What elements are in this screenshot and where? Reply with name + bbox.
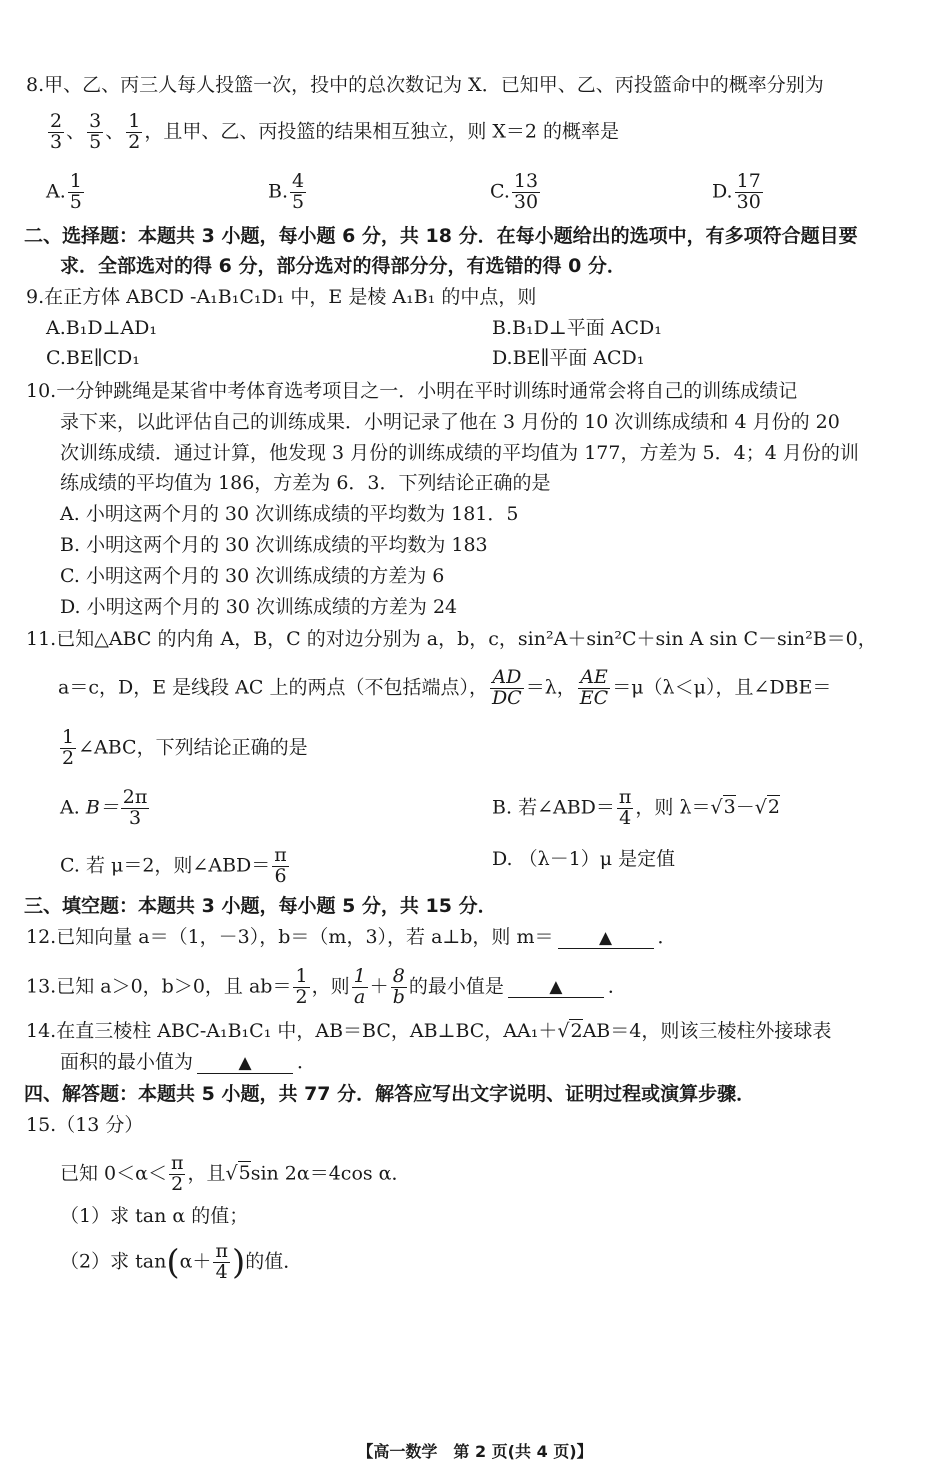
q10-line2: 录下来，以此评估自己的训练成果．小明记录了他在 3 月份的 10 次训练成绩和 4 月份的 20 xyxy=(60,411,840,433)
q13: 13.已知 a＞0，b＞0，且 ab＝ $\frac{1}{2}$ ，则 $\frac{1}{a}$ ＋ $\frac{8}{b}$ 的最小值是 ▲ ． xyxy=(26,965,627,1008)
q11-frac-ae: $\frac{AE}{EC}$ xyxy=(579,666,609,709)
q13-answer-blank[interactable]: ▲ xyxy=(508,976,604,998)
q14-line2: 面积的最小值为 ▲ ． xyxy=(60,1051,317,1073)
q14-line1: 14.在直三棱柱 ABC-A₁B₁C₁ 中，AB＝BC，AB⊥BC，AA₁＋√2AB＝4，则该三棱柱外接球表 xyxy=(26,1020,832,1042)
q14-answer-blank[interactable]: ▲ xyxy=(197,1052,293,1074)
q8-option-a: A. $\frac{1}{5}$ xyxy=(46,170,82,213)
q11-option-c: C. 若 μ＝2，则∠ABD＝ $\frac{\pi}{6}$ xyxy=(60,844,287,887)
section4-heading: 四、解答题：本题共 5 小题，共 77 分．解答应写出文字说明、证明过程或演算步骤． xyxy=(24,1083,756,1105)
q11-half: $\frac{1}{2}$ xyxy=(62,726,75,769)
q8-prob-1: $\frac{2}{3}$ xyxy=(50,110,63,153)
q9-option-b: B.B₁D⊥平面 ACD₁ xyxy=(492,317,662,339)
q10-line1: 10.一分钟跳绳是某省中考体育选考项目之一．小明在平时训练时通常会将自己的训练成绩记 xyxy=(26,380,798,402)
q11-line1: 11.已知△ABC 的内角 A，B，C 的对边分别为 a，b，c，sin²A＋sin²C＋sin A sin C－sin²B＝0， xyxy=(26,628,877,650)
q9-option-c: C.BE∥CD₁ xyxy=(46,347,140,369)
q12-answer-blank[interactable]: ▲ xyxy=(558,927,654,949)
q11-option-d: D. （λ－1）μ 是定值 xyxy=(492,848,676,870)
q10-option-d: D. 小明这两个月的 30 次训练成绩的方差为 24 xyxy=(60,596,458,618)
q8-option-c: C. $\frac{13}{30}$ xyxy=(490,170,539,213)
q10-option-b: B. 小明这两个月的 30 次训练成绩的平均数为 183 xyxy=(60,534,488,556)
q15-header: 15.（13 分） xyxy=(26,1114,144,1136)
section2-heading-2: 求．全部选对的得 6 分，部分选对的得部分分，有选错的得 0 分． xyxy=(60,255,626,277)
q15-condition: 已知 0＜α＜ $\frac{\pi}{2}$ ，且√5sin 2α＝4cos α． xyxy=(60,1152,411,1195)
q11-frac-ad: $\frac{AD}{DC}$ xyxy=(491,666,522,709)
q10-option-c: C. 小明这两个月的 30 次训练成绩的方差为 6 xyxy=(60,565,445,587)
q10-option-a: A. 小明这两个月的 30 次训练成绩的平均数为 181．5 xyxy=(60,503,519,525)
q8-line2: $\frac{2}{3}$ 、 $\frac{3}{5}$ 、 $\frac{1}{2}$ ，且甲、乙、丙投篮的结果相互独立，则 X＝2 的概率是 xyxy=(50,110,620,153)
q9-stem: 9.在正方体 ABCD -A₁B₁C₁D₁ 中，E 是棱 A₁B₁ 的中点，则 xyxy=(26,286,537,308)
q8-prob-3: $\frac{1}{2}$ xyxy=(128,110,141,153)
section3-heading: 三、填空题：本题共 3 小题，每小题 5 分，共 15 分． xyxy=(24,895,497,917)
q9-option-d: D.BE∥平面 ACD₁ xyxy=(492,347,645,369)
q10-line4: 练成绩的平均值为 186，方差为 6．3．下列结论正确的是 xyxy=(60,472,551,494)
q8-stem-line1: 甲、乙、丙三人每人投篮一次，投中的总次数记为 X．已知甲、乙、丙投篮命中的概率分别为 xyxy=(44,74,824,96)
q15-part1: （1）求 tan α 的值； xyxy=(60,1205,249,1227)
q8-line1 xyxy=(26,72,824,98)
section2-heading-1: 二、选择题：本题共 3 小题，每小题 6 分，共 18 分．在每小题给出的选项中，有多项符合题目要 xyxy=(24,225,858,247)
page-footer: 【高一数学 第 2 页(共 4 页)】 xyxy=(357,1442,593,1461)
q11-option-a: A. B＝ $\frac{2\pi}{3}$ xyxy=(60,786,148,829)
q8-option-b: B. $\frac{4}{5}$ xyxy=(268,170,305,213)
q10-line3: 次训练成绩．通过计算，他发现 3 月份的训练成绩的平均值为 177，方差为 5．4；4 月份的训 xyxy=(60,442,859,464)
q8-prob-2: $\frac{3}{5}$ xyxy=(89,110,102,153)
q15-part2: （2）求 tan(α＋ $\frac{\pi}{4}$ )的值． xyxy=(60,1240,303,1283)
q8-option-d: D. $\frac{17}{30}$ xyxy=(712,170,761,213)
q8-stem-tail: ，且甲、乙、丙投篮的结果相互独立，则 X＝2 的概率是 xyxy=(144,120,620,143)
q11-option-b: B. 若∠ABD＝ $\frac{\pi}{4}$ ，则 λ＝√3－√2 xyxy=(492,786,780,829)
q11-line3: $\frac{1}{2}$ ∠ABC，下列结论正确的是 xyxy=(62,726,308,769)
q12: 12.已知向量 a＝（1，－3），b＝（m，3），若 a⊥b，则 m＝ ▲ ． xyxy=(26,926,677,948)
q9-option-a: A.B₁D⊥AD₁ xyxy=(46,317,158,339)
q11-line2: a＝c，D，E 是线段 AC 上的两点（不包括端点）， $\frac{AD}{DC}$ ＝λ， $\frac{AE}{EC}$ ＝μ（λ＜μ），且∠DBE＝ xyxy=(58,666,832,709)
q8-number: 8. xyxy=(26,74,45,96)
